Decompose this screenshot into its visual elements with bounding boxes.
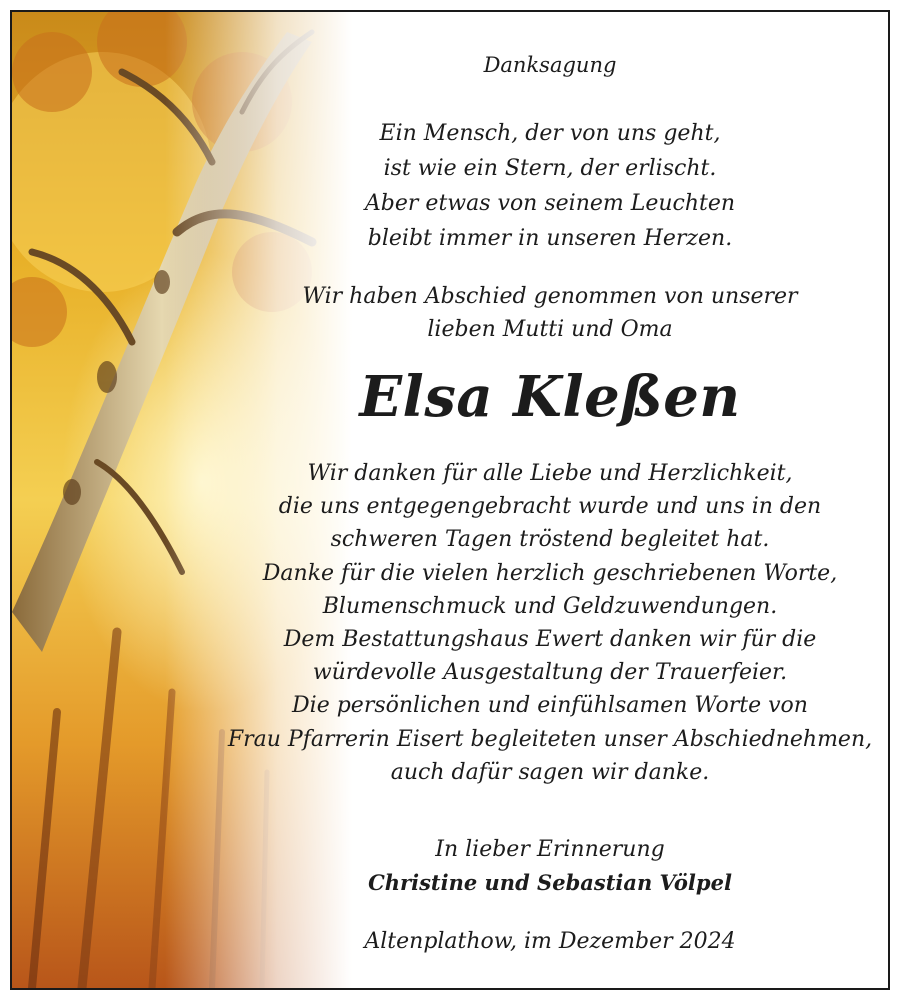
notice-text bbox=[212, 12, 888, 988]
intro-line: Wir haben Abschied genommen von unserer bbox=[302, 284, 798, 309]
memory-block bbox=[212, 833, 888, 899]
thanks-line: Frau Pfarrerin Eisert begleiteten unser Abschiednehmen, bbox=[227, 726, 873, 752]
thanks-line: Blumenschmuck und Geldzuwendungen. bbox=[322, 593, 778, 619]
obituary-notice bbox=[10, 10, 890, 990]
quote bbox=[212, 116, 888, 256]
quote-line: bleibt immer in unseren Herzen. bbox=[367, 226, 733, 251]
thanks-line: Dem Bestattungshaus Ewert danken wir für die bbox=[283, 627, 817, 653]
deceased-name: Elsa Kleßen bbox=[359, 364, 741, 430]
place-date: Altenplathow, im Dezember 2024 bbox=[364, 929, 736, 954]
thanks-line: Wir danken für alle Liebe und Herzlichkeit, bbox=[307, 461, 793, 486]
thanks-line: schweren Tagen tröstend begleitet hat. bbox=[330, 527, 770, 553]
signers: Christine und Sebastian Völpel bbox=[368, 870, 732, 895]
thanks-line: Danke für die vielen herzlich geschriebenen Worte, bbox=[262, 560, 838, 586]
intro bbox=[212, 280, 888, 346]
quote-line: Ein Mensch, der von uns geht, bbox=[379, 121, 721, 146]
intro-line: lieben Mutti und Oma bbox=[427, 317, 673, 342]
memory-label: In lieber Erinnerung bbox=[435, 837, 665, 862]
thanks-line: würdevolle Ausgestaltung der Trauerfeier. bbox=[312, 660, 788, 686]
quote-line: Aber etwas von seinem Leuchten bbox=[364, 191, 736, 216]
thanks-line: Die persönlichen und einfühlsamen Worte von bbox=[292, 693, 808, 719]
thanks-text bbox=[212, 457, 888, 789]
thanks-line: auch dafür sagen wir danke. bbox=[390, 759, 710, 785]
heading: Danksagung bbox=[483, 53, 617, 77]
quote-line: ist wie ein Stern, der erlischt. bbox=[383, 156, 717, 181]
thanks-line: die uns entgegengebracht wurde und uns in den bbox=[278, 494, 822, 520]
